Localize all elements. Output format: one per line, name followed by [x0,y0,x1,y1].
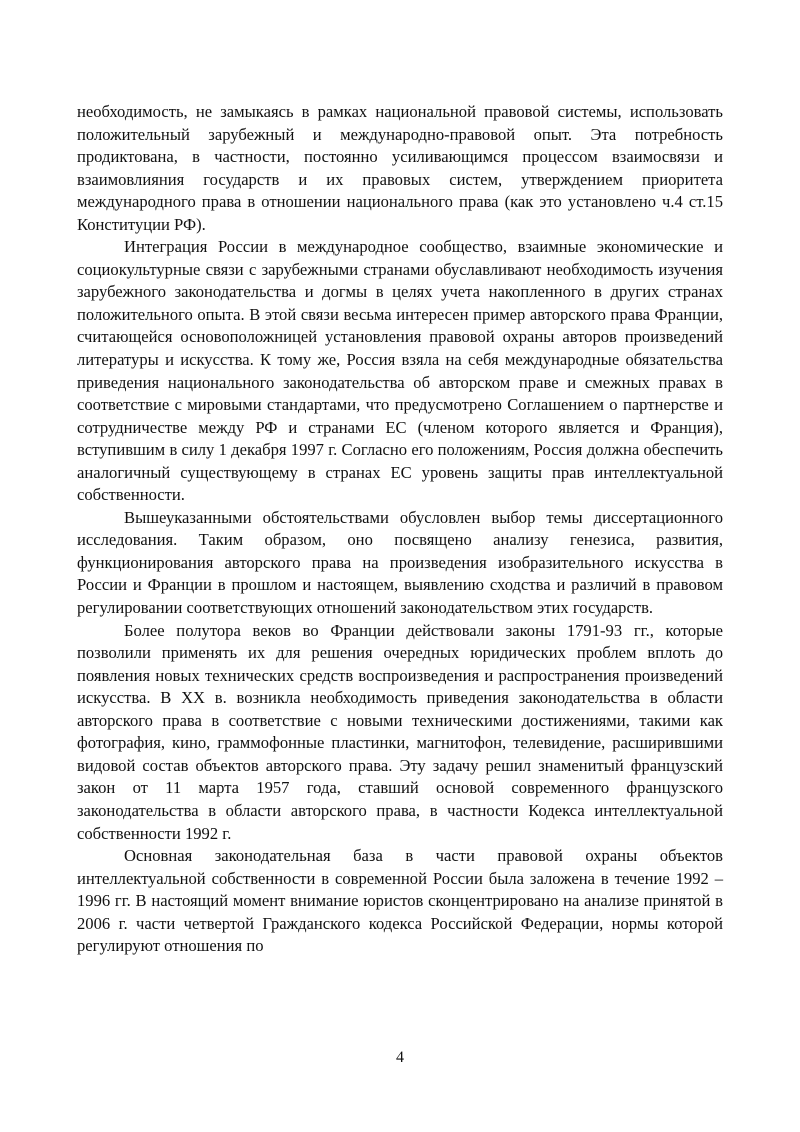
paragraph-french-laws: Более полутора веков во Франции действовали законы 1791-93 гг., которые позволили применять их для решения очередных юридических проблем вплоть до появления новых технических средств воспроизведения и распространения произведений искусства. В ХХ в. возникла необходимость приведения законодательства в области авторского права в соответствие с новыми техническими достижениями, такими как фотография, кино, граммофонные пластинки, магнитофон, телевидение, расширившими видовой состав объектов авторского права. Эту задачу решил знаменитый французский закон от 11 марта 1957 года, ставший основой современного французского законодательства в области авторского права, в частности Кодекса интеллектуальной собственности 1992 г. [77,620,723,843]
paragraph-russian-legislation: Основная законодательная база в части правовой охраны объектов интеллектуальной собственности в современной России была заложена в течение 1992 – 1996 гг. В настоящий момент внимание юристов сконцентрировано на анализе принятой в 2006 г. части четвертой Гражданского кодекса Российской Федерации, нормы которой регулируют отношения по [77,846,723,956]
paragraph-continuation: необходимость, не замыкаясь в рамках национальной правовой системы, использовать положительный зарубежный и международно-правовой опыт. Эта потребность продиктована, в частности, постоянно усиливающимся процессом взаимосвязи и взаимовлияния государств и их правовых систем, утверждением приоритета международного права в отношении национального права (как это установлено ч.4 ст.15 Конституции РФ). [77,102,723,234]
paragraph-integration: Интеграция России в международное сообщество, взаимные экономические и социокультурные связи с зарубежными странами обуславливают необходимость изучения зарубежного законодательства и догмы в целях учета накопленного в других странах положительного опыта. В этой связи весьма интересен пример авторского права Франции, считающейся основоположницей установления правовой охраны авторов произведений литературы и искусства. К тому же, Россия взяла на себя международные обязательства приведения национального законодательства об авторском праве и смежных правах в соответствие с мировыми стандартами, что предусмотрено Соглашением о партнерстве и сотрудничестве между РФ и странами ЕС (членом которого является и Франция), вступившим в силу 1 декабря 1997 г. Согласно его положениям, Россия должна обеспечить аналогичный существующему в странах ЕС уровень защиты прав интеллектуальной собственности. [77,237,723,505]
paragraph-dissertation-topic: Вышеуказанными обстоятельствами обусловлен выбор темы диссертационного исследования. Таким образом, оно посвящено анализу генезиса, развития, функционирования авторского права на произведения изобразительного искусства в России и Франции в прошлом и настоящем, выявлению сходства и различий в правовом регулировании соответствующих отношений законодательством этих государств. [77,507,723,618]
page-number: 4 [396,1049,404,1066]
body-text [77,101,723,958]
